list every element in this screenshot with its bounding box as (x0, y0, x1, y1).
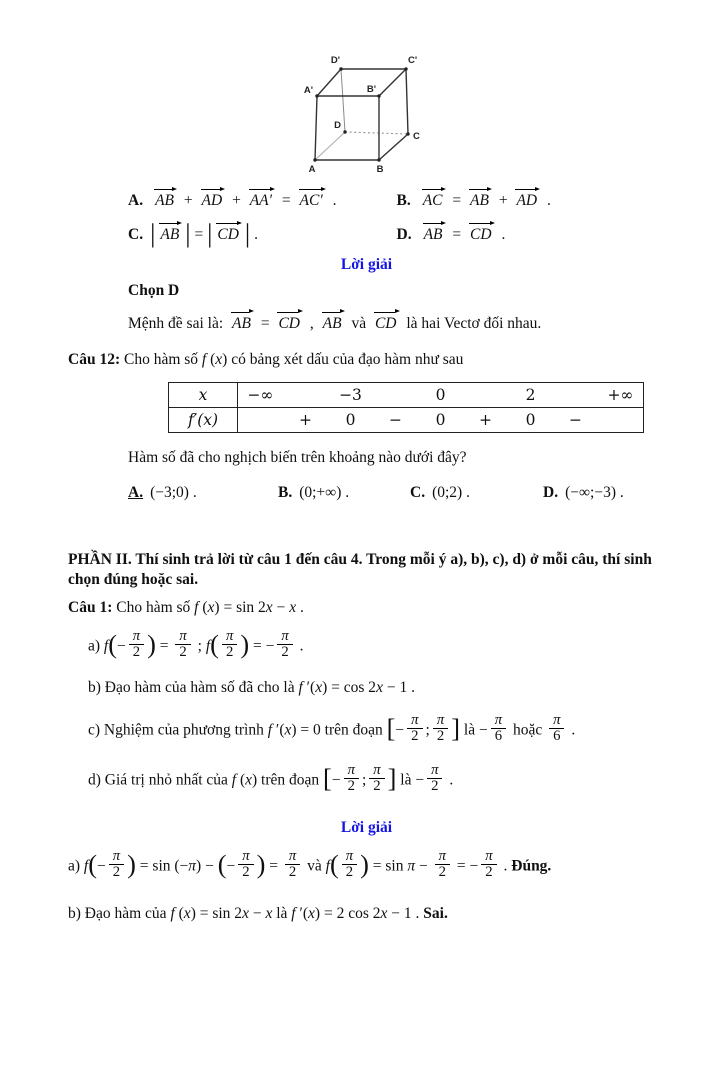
option-math: | AB | = | CD | . (150, 218, 258, 248)
x-cell (283, 382, 328, 407)
part2-heading: PHẦN II. Thí sinh trả lời từ câu 1 đến câu 4. Trong mỗi ý a), b), c), d) ở mỗi câu, thí sinh chọn đúng hoặc sai. (68, 550, 652, 589)
option-letter: B. (396, 192, 411, 209)
vertex-label-a2: A' (303, 85, 313, 96)
vertex-label-d: D (333, 120, 341, 131)
q1-item-b: b) Đạo hàm của hàm số đã cho là f ′(x) = cos 2x − 1 . (88, 678, 415, 696)
x-cell: 2 (508, 382, 553, 407)
q12-option-b (278, 484, 410, 502)
option-letter: D. (396, 226, 412, 243)
option-math: AB = CD . (419, 226, 506, 243)
option-letter: B. (278, 483, 293, 501)
option-text: (0;+∞) . (299, 483, 350, 501)
x-cell: +∞ (598, 382, 644, 407)
fx-cell: 0 (345, 410, 356, 429)
vertex-label-c2: C' (407, 55, 417, 66)
chosen-answer: Chọn D (128, 281, 180, 299)
vertex-label-a: A (308, 164, 315, 175)
option-math: AC = AB + AD . (418, 192, 551, 209)
fx-cell (598, 407, 644, 432)
document-page (0, 50, 725, 923)
sign-table-x-row (169, 382, 644, 407)
q11-option-d (397, 223, 666, 246)
q12-option-a (128, 484, 278, 502)
q12-option-d (543, 484, 624, 502)
solution-heading-1: Lời giải (340, 255, 393, 273)
sign-table-fx-row (169, 407, 644, 432)
vertex-label-c: C (412, 131, 420, 142)
option-text: (0;2) . (432, 483, 470, 501)
q12-options-row (68, 484, 665, 502)
q1-solution-a: a) f(− $\frac{\pi}{2}$ ) = sin (−π) − (− $\frac{\pi}{2}$ ) = $\frac{\pi}{2}$ và f( $\frac{\pi}{2}$ ) = sin π − $\frac{\pi}{2}$ = − $\frac{\pi}{2}$ . Đúng. (68, 847, 552, 881)
q11-options-row-1 (68, 189, 665, 210)
x-cell (373, 382, 418, 407)
q12-intro (68, 351, 665, 369)
fx-cell: − (389, 410, 402, 429)
option-text: (−3;0) . (150, 483, 197, 501)
option-letter: A. (128, 483, 144, 501)
vertex-label-b2: B' (366, 84, 376, 95)
q12-question: Hàm số đã cho nghịch biến trên khoảng nào dưới đây? (128, 448, 467, 466)
x-cell: −3 (328, 382, 373, 407)
q11-option-c (128, 218, 397, 248)
fx-cell: − (569, 410, 582, 429)
option-letter: D. (543, 483, 559, 501)
q1-label: Câu 1: (68, 598, 113, 616)
x-cell: −∞ (238, 382, 284, 407)
x-cell (463, 382, 508, 407)
q11-options-row-2 (68, 218, 665, 248)
q12-intro-text: Cho hàm số f (x) có bảng xét dấu của đạo hàm như sau (123, 350, 464, 368)
q12-label: Câu 12: (68, 350, 121, 368)
option-letter: C. (410, 483, 426, 501)
q11-option-a (128, 189, 397, 210)
q11-option-b (397, 189, 666, 210)
option-text: (−∞;−3) . (565, 483, 624, 501)
x-cell: 0 (418, 382, 463, 407)
fx-cell: 0 (435, 410, 446, 429)
q1-item-c: c) Nghiệm của phương trình f ′(x) = 0 trên đoạn [− $\frac{\pi}{2}$ ; $\frac{\pi}{2}$ ] là − $\frac{\pi}{6}$ hoặc $\frac{\pi}{6}$ . (88, 711, 576, 745)
fx-cell: + (299, 410, 312, 429)
solution-heading-2: Lời giải (340, 818, 393, 836)
q11-explanation: Mệnh đề sai là: AB = CD , AB và CD là hai Vectơ đối nhau. (68, 312, 665, 333)
vertex-label-b: B (376, 164, 383, 175)
q1-item-a: a) f(− $\frac{\pi}{2}$ ) = $\frac{\pi}{2}$ ; f( $\frac{\pi}{2}$ ) = − $\frac{\pi}{2}$ . (88, 627, 304, 661)
option-letter: A. (128, 192, 144, 209)
q1-intro-text: Cho hàm số f (x) = sin 2x − x . (116, 598, 304, 616)
part2-q1-intro (68, 599, 665, 617)
q1-item-d: d) Giá trị nhỏ nhất của f (x) trên đoạn [− $\frac{\pi}{2}$ ; $\frac{\pi}{2}$ ] là − $\frac{\pi}{2}$ . (88, 761, 454, 795)
q1-solution-b: b) Đạo hàm của f (x) = sin 2x − x là f ′(x) = 2 cos 2x − 1 . Sai. (68, 904, 448, 922)
q12-option-c (410, 484, 543, 502)
fx-cell: 0 (525, 410, 536, 429)
fx-label: f′(x) (169, 407, 238, 432)
x-label: x (169, 382, 238, 407)
cube-figure (272, 50, 462, 176)
vertex-label-d2: D' (330, 55, 340, 66)
fx-cell: + (479, 410, 492, 429)
option-letter: C. (128, 226, 144, 243)
fx-cell (238, 407, 284, 432)
cube-svg (272, 50, 462, 176)
x-cell (553, 382, 598, 407)
sign-table (168, 382, 644, 433)
option-math: AB + AD + AA′ = AC′ . (150, 192, 336, 209)
